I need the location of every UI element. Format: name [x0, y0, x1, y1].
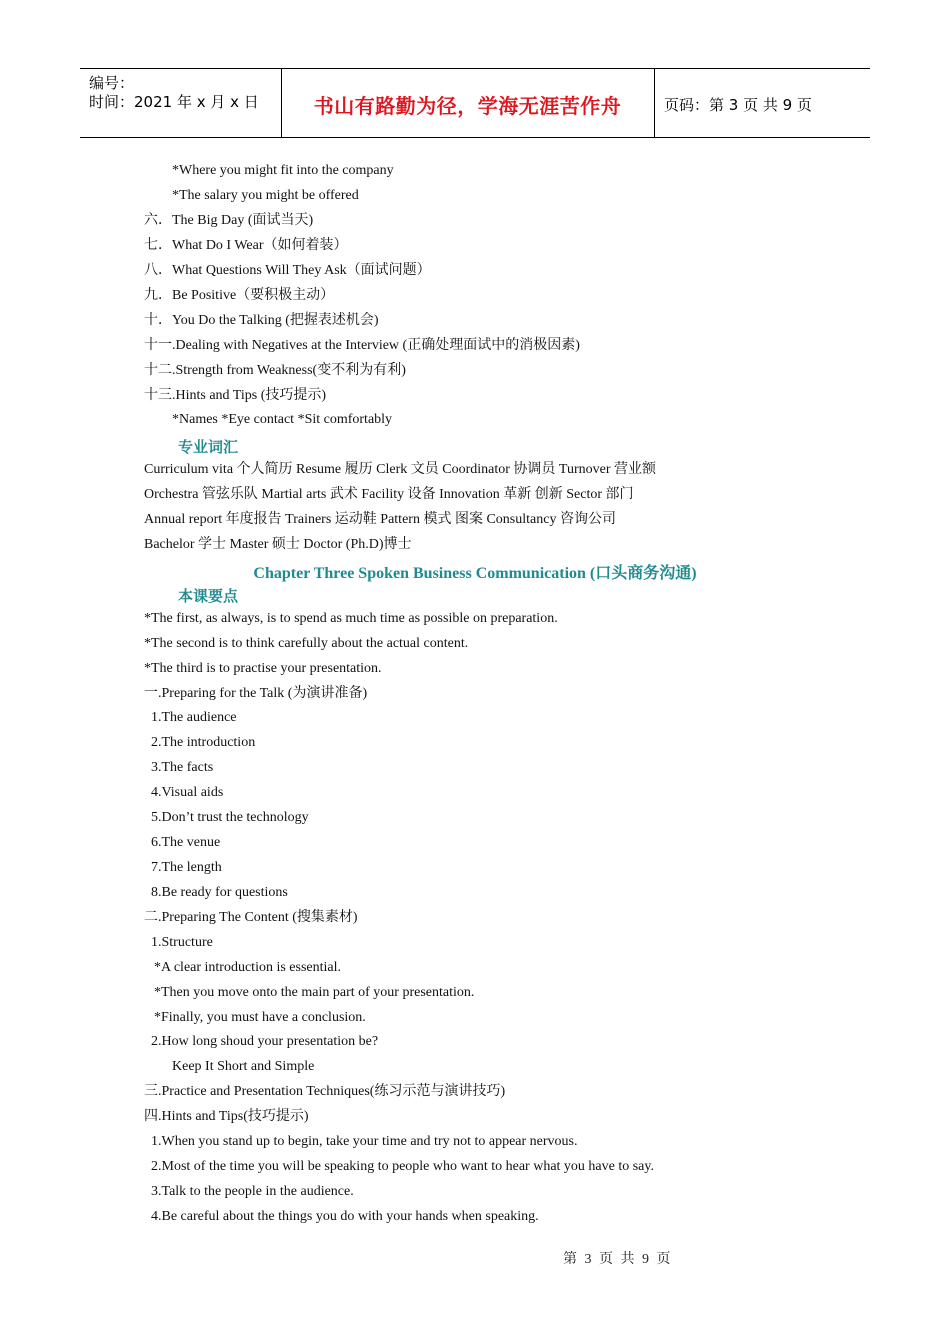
list-item: *Then you move onto the main part of your presentation. — [154, 985, 475, 1000]
vocabulary-line: Orchestra 管弦乐队 Martial arts 武术 Facility 设备 Innovation 革新 创新 Sector 部门 — [144, 487, 634, 502]
list-item: 1.When you stand up to begin, take your time and try not to appear nervous. — [151, 1134, 578, 1149]
header-page-info: 页码：第 3 页 共 9 页 — [664, 96, 812, 114]
section-item: 四.Hints and Tips(技巧提示) — [144, 1109, 309, 1124]
section-item: 十．You Do the Talking (把握表述机会) — [144, 313, 379, 328]
vocabulary-heading: 专业词汇 — [178, 438, 239, 456]
list-item: *Where you might fit into the company — [172, 163, 394, 178]
list-item: *Finally, you must have a conclusion. — [154, 1010, 366, 1025]
list-item: 7.The length — [151, 860, 222, 875]
list-item: *The salary you might be offered — [172, 188, 359, 203]
list-item: 1.The audience — [151, 710, 237, 725]
section-item: 十二.Strength from Weakness(变不利为有利) — [144, 363, 406, 378]
list-item: 1.Structure — [151, 935, 213, 950]
header-page-cell — [655, 69, 870, 137]
section-item: 一.Preparing for the Talk (为演讲准备) — [144, 686, 368, 701]
section-item: 十三.Hints and Tips (技巧提示) — [144, 388, 327, 403]
key-point: *The first, as always, is to spend as much time as possible on preparation. — [144, 611, 558, 626]
list-item: Keep It Short and Simple — [172, 1059, 315, 1074]
header-meta-cell — [80, 69, 282, 137]
list-item: 8.Be ready for questions — [151, 885, 288, 900]
document-date: 时间：2021 年 x 月 x 日 — [89, 93, 259, 111]
page-header — [80, 68, 870, 138]
header-motto: 书山有路勤为径，学海无涯苦作舟 — [313, 94, 622, 118]
list-item: 4.Visual aids — [151, 785, 224, 800]
list-item: 2.Most of the time you will be speaking to people who want to hear what you have to say. — [151, 1159, 654, 1174]
key-point: *The third is to practise your presentation. — [144, 661, 382, 676]
list-item: 3.Talk to the people in the audience. — [151, 1184, 354, 1199]
vocabulary-line: Curriculum vita 个人简历 Resume 履历 Clerk 文员 Coordinator 协调员 Turnover 营业额 — [144, 462, 656, 477]
page-footer: 第 3 页 共 9 页 — [563, 1252, 673, 1267]
section-item: 六．The Big Day (面试当天) — [144, 213, 314, 228]
key-point: *The second is to think carefully about the actual content. — [144, 636, 469, 651]
chapter-title: Chapter Three Spoken Business Communication (口头商务沟通) — [253, 565, 697, 582]
list-item: 6.The venue — [151, 835, 221, 850]
document-number-label: 编号： — [89, 74, 135, 92]
section-item: 九．Be Positive（要积极主动） — [144, 288, 335, 303]
section-item: 八．What Questions Will They Ask（面试问题） — [144, 263, 431, 278]
header-motto-cell — [281, 69, 655, 137]
section-item: 七．What Do I Wear（如何着装） — [144, 238, 348, 253]
section-item: 十一.Dealing with Negatives at the Interview (正确处理面试中的消极因素) — [144, 338, 580, 353]
list-item: 4.Be careful about the things you do with your hands when speaking. — [151, 1209, 539, 1224]
list-item: 3.The facts — [151, 760, 214, 775]
list-item: *A clear introduction is essential. — [154, 960, 342, 975]
list-item: 2.The introduction — [151, 735, 256, 750]
list-item: 2.How long shoud your presentation be? — [151, 1034, 379, 1049]
section-item: 三.Practice and Presentation Techniques(练习示范与演讲技巧) — [144, 1084, 506, 1099]
vocabulary-line: Annual report 年度报告 Trainers 运动鞋 Pattern 模式 图案 Consultancy 咨询公司 — [144, 512, 616, 527]
key-points-heading: 本课要点 — [178, 587, 239, 605]
list-item: *Names *Eye contact *Sit comfortably — [172, 412, 393, 427]
vocabulary-line: Bachelor 学士 Master 硕士 Doctor (Ph.D)博士 — [144, 537, 412, 552]
section-item: 二.Preparing The Content (搜集素材) — [144, 910, 358, 925]
list-item: 5.Don’t trust the technology — [151, 810, 309, 825]
